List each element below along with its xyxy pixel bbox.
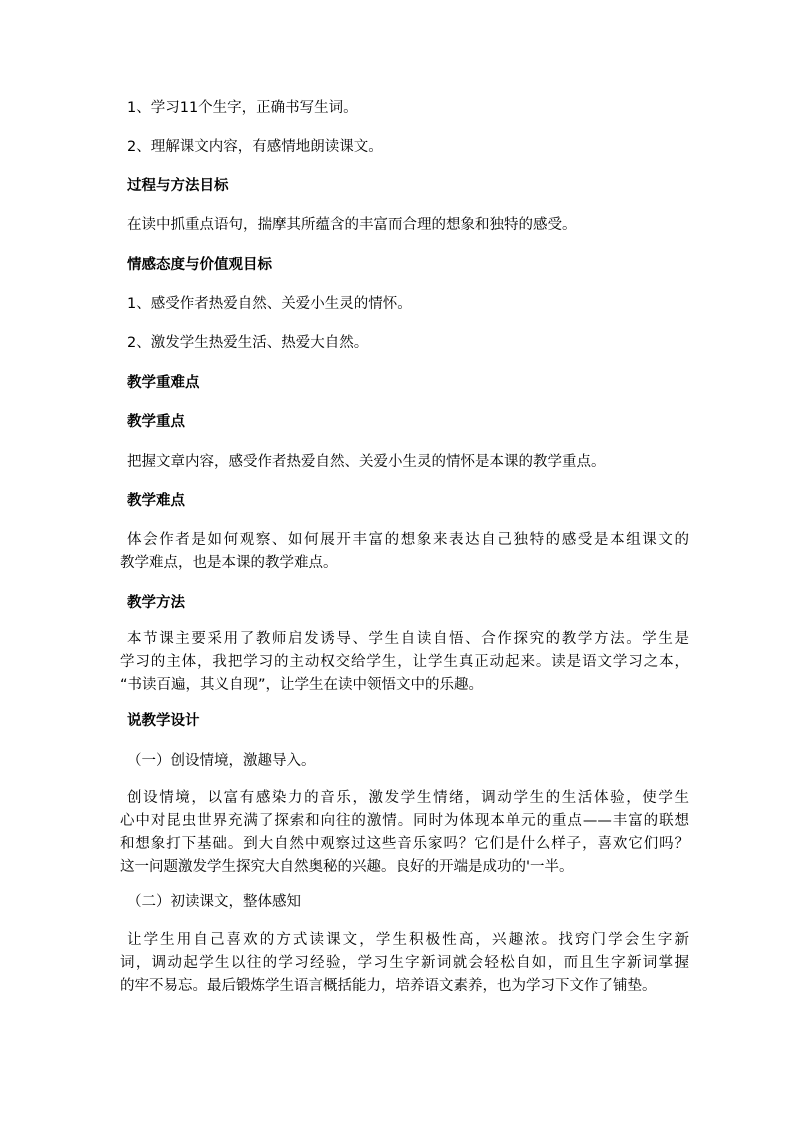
heading-teaching-design: 说教学设计 bbox=[127, 713, 200, 729]
step-1-line-2: 心中对昆虫世界充满了探索和向往的激情。同时为体现本单元的重点——丰富的联想 bbox=[120, 813, 689, 829]
step-2-title: （二）初读课文，整体感知 bbox=[127, 894, 301, 910]
step-2-line-3: 的牢不易忘。最后锻炼学生语言概括能力，培养语文素养，也为学习下文作了铺垫。 bbox=[120, 978, 657, 994]
step-1-line-4: 这一问题激发学生探究大自然奥秘的兴趣。良好的开端是成功的'一半。 bbox=[120, 859, 574, 875]
heading-key-point: 教学重点 bbox=[127, 414, 185, 430]
goal-item-1: 1、学习11个生字，正确书写生词。 bbox=[127, 100, 358, 116]
emotion-goal-1: 1、感受作者热爱自然、关爱小生灵的情怀。 bbox=[127, 296, 412, 312]
step-1-paragraph bbox=[120, 787, 689, 879]
difficult-line-1: 体会作者是如何观察、如何展开丰富的想象来表达自己独特的感受是本组课文的 bbox=[127, 532, 689, 548]
heading-process-goals: 过程与方法目标 bbox=[127, 178, 229, 194]
difficult-point-paragraph bbox=[120, 529, 689, 575]
step-1-title: （一）创设情境，激趣导入。 bbox=[127, 753, 316, 769]
heading-teaching-method: 教学方法 bbox=[127, 595, 185, 611]
method-line-3: “书读百遍，其义自现”，让学生在读中领悟文中的乐趣。 bbox=[120, 677, 484, 693]
step-2-line-2: 词，调动起学生以往的学习经验，学习生字新词就会轻松自如，而且生字新词掌握 bbox=[120, 955, 689, 971]
step-1-line-3: 和想象打下基础。到大自然中观察过这些音乐家吗？它们是什么样子，喜欢它们吗？ bbox=[120, 836, 689, 852]
method-line-1: 本节课主要采用了教师启发诱导、学生自读自悟、合作探究的教学方法。学生是 bbox=[127, 631, 689, 647]
step-2-paragraph bbox=[120, 929, 689, 998]
teaching-method-paragraph bbox=[120, 628, 689, 697]
heading-emotion-goals: 情感态度与价值观目标 bbox=[127, 257, 272, 273]
process-goal-text: 在读中抓重点语句，揣摩其所蕴含的丰富而合理的想象和独特的感受。 bbox=[127, 217, 577, 233]
method-line-2: 学习的主体，我把学习的主动权交给学生，让学生真正动起来。读是语文学习之本， bbox=[120, 654, 689, 670]
emotion-goal-2: 2、激发学生热爱生活、热爱大自然。 bbox=[127, 335, 369, 351]
heading-difficult-point: 教学难点 bbox=[127, 493, 185, 509]
step-2-line-1: 让学生用自己喜欢的方式读课文，学生积极性高，兴趣浓。找窍门学会生字新 bbox=[127, 932, 689, 948]
step-1-line-1: 创设情境，以富有感染力的音乐，激发学生情绪，调动学生的生活体验，使学生 bbox=[127, 790, 689, 806]
difficult-line-2: 教学难点，也是本课的教学难点。 bbox=[120, 555, 338, 571]
heading-key-difficult-points: 教学重难点 bbox=[127, 375, 200, 391]
key-point-text: 把握文章内容，感受作者热爱自然、关爱小生灵的情怀是本课的教学重点。 bbox=[127, 454, 606, 470]
goal-item-2: 2、理解课文内容，有感情地朗读课文。 bbox=[127, 139, 383, 155]
